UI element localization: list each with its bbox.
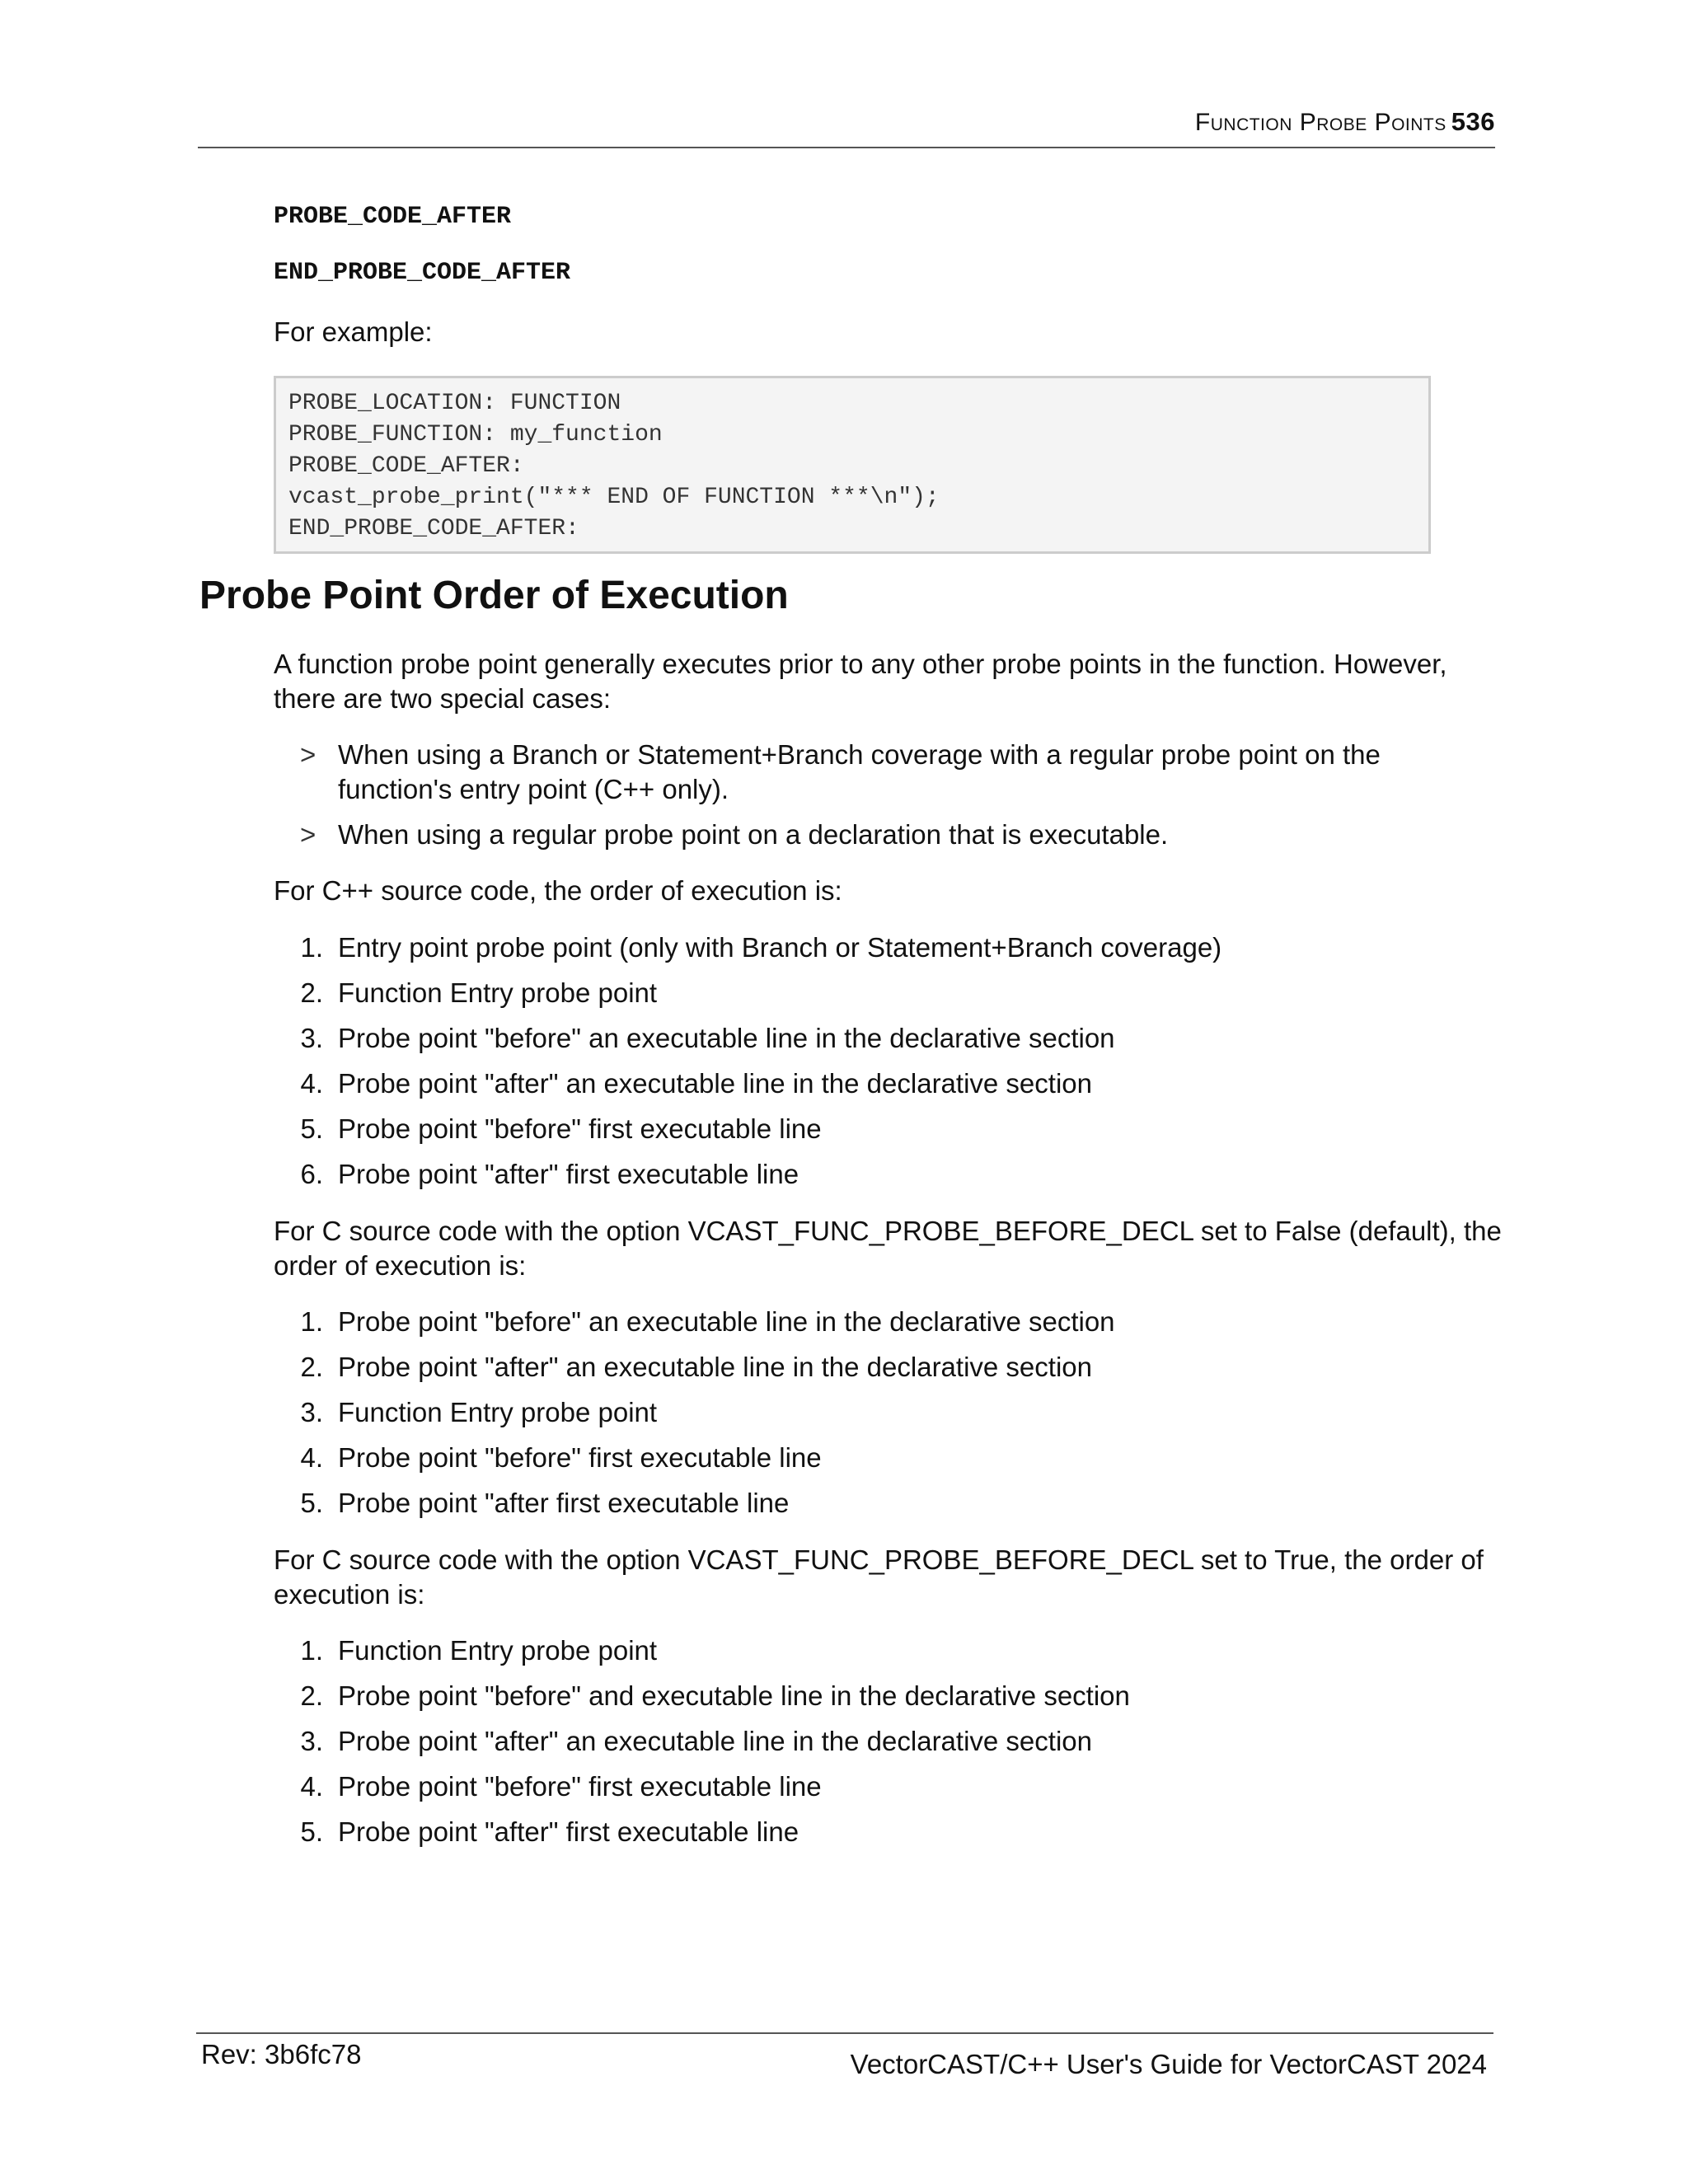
special-case-text: When using a Branch or Statement+Branch coverage with a regular probe point on the function's entry point (C++ only). [338, 739, 1381, 804]
code-line: vcast_probe_print("*** END OF FUNCTION ***\n"); [288, 485, 940, 510]
c-true-order-intro: For C source code with the option VCAST_FUNC_PROBE_BEFORE_DECL set to True, the order of execution is: [274, 1544, 1484, 1610]
revision-label: Rev: 3b6fc78 [201, 2039, 362, 2069]
list-item-text: Probe point "before" first executable line [338, 1771, 822, 1802]
list-number: 2. [300, 1680, 323, 1711]
list-number: 4. [300, 1068, 323, 1099]
list-number: 5. [300, 1488, 323, 1518]
intro-paragraph: A function probe point generally executes prior to any other probe points in the function. However, there are two special cases: [274, 649, 1447, 714]
list-item-text: Entry point probe point (only with Branch or Statement+Branch coverage) [338, 932, 1222, 963]
list-number: 6. [300, 1159, 323, 1189]
list-item-text: Probe point "before" an executable line in the declarative section [338, 1306, 1115, 1337]
special-case-text: When using a regular probe point on a declaration that is executable. [338, 819, 1169, 850]
list-number: 3. [300, 1397, 323, 1427]
c-false-order-intro: For C source code with the option VCAST_FUNC_PROBE_BEFORE_DECL set to False (default), the order of execution is: [274, 1216, 1502, 1281]
list-item-text: Probe point "after first executable line [338, 1488, 790, 1518]
list-number: 2. [300, 977, 323, 1008]
bullet-marker: > [300, 819, 316, 850]
list-item-text: Probe point "after" first executable line [338, 1159, 799, 1189]
list-number: 4. [300, 1771, 323, 1802]
page-number: 536 [1451, 107, 1495, 136]
cpp-order-intro: For C++ source code, the order of execution is: [274, 875, 842, 906]
page-header [198, 105, 1495, 148]
list-item-text: Probe point "before" an executable line in the declarative section [338, 1023, 1115, 1053]
list-number: 1. [300, 1635, 323, 1666]
code-example-block [274, 376, 1431, 554]
code-line: END_PROBE_CODE_AFTER: [288, 516, 579, 541]
code-line: PROBE_FUNCTION: my_function [288, 422, 663, 448]
code-line: PROBE_CODE_AFTER: [288, 453, 524, 479]
list-number: 5. [300, 1816, 323, 1847]
list-item-text: Probe point "before" and executable line in the declarative section [338, 1680, 1130, 1711]
code-line: PROBE_LOCATION: FUNCTION [288, 391, 621, 416]
list-item-text: Function Entry probe point [338, 1635, 658, 1666]
for-example-text: For example: [274, 316, 433, 347]
page-footer [196, 2032, 1493, 2100]
list-item-text: Probe point "after" first executable line [338, 1816, 799, 1847]
list-number: 1. [300, 932, 323, 963]
list-item-text: Probe point "after" an executable line in the declarative section [338, 1352, 1092, 1382]
list-item-text: Function Entry probe point [338, 1397, 658, 1427]
running-header [1195, 107, 1495, 137]
list-item-text: Probe point "before" first executable line [338, 1113, 822, 1144]
keyword-end-probe-code-after: END_PROBE_CODE_AFTER [274, 259, 571, 287]
list-number: 3. [300, 1023, 323, 1053]
keyword-probe-code-after: PROBE_CODE_AFTER [274, 203, 512, 231]
list-item-text: Probe point "before" first executable line [338, 1442, 822, 1473]
list-number: 3. [300, 1726, 323, 1756]
list-number: 5. [300, 1113, 323, 1144]
list-number: 1. [300, 1306, 323, 1337]
list-number: 2. [300, 1352, 323, 1382]
section-heading: Probe Point Order of Execution [199, 574, 789, 617]
list-item-text: Function Entry probe point [338, 977, 658, 1008]
list-item-text: Probe point "after" an executable line in the declarative section [338, 1726, 1092, 1756]
guide-title: VectorCAST/C++ User's Guide for VectorCAST 2024 [850, 2049, 1487, 2079]
header-section-title: Function Probe Points [1194, 109, 1447, 136]
bullet-marker: > [300, 739, 316, 770]
list-item-text: Probe point "after" an executable line in the declarative section [338, 1068, 1092, 1099]
list-number: 4. [300, 1442, 323, 1473]
